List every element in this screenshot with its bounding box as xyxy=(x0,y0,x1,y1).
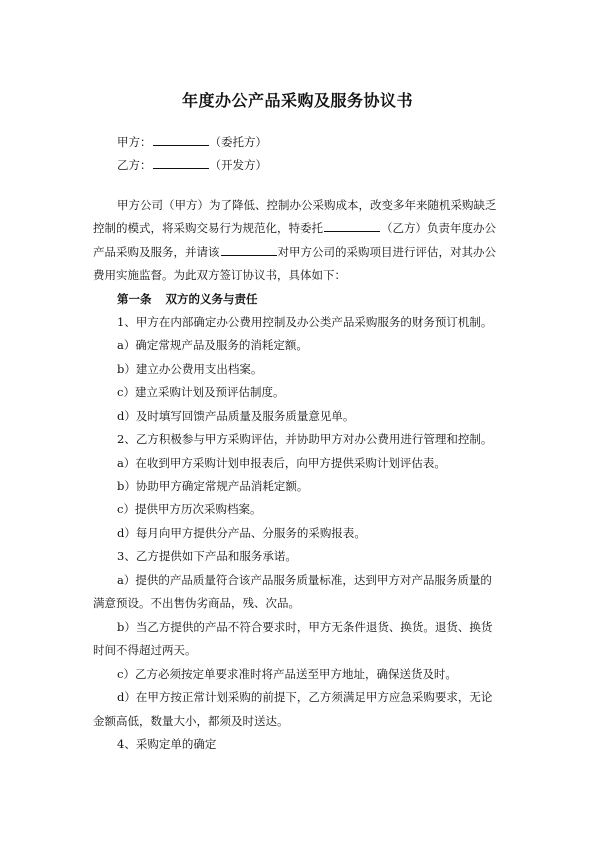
clause-2a: a）在收到甲方采购计划申报表后，向甲方提供采购计划评估表。 xyxy=(117,456,446,470)
intro-line-2 xyxy=(93,221,496,235)
intro-line-3 xyxy=(93,245,496,259)
party-b-role: （开发方） xyxy=(209,158,267,172)
document-title: 年度办公产品采购及服务协议书 xyxy=(181,91,413,110)
party-a-role: （委托方） xyxy=(209,135,267,149)
clause-3a-line-1: a）提供的产品质量符合该产品服务质量标准，达到甲方对产品服务质量的 xyxy=(117,573,492,587)
intro-line-4: 费用实施监督。为此双方签订协议书，具体如下： xyxy=(93,268,346,282)
party-a-line xyxy=(117,135,267,149)
clause-3a-line-2: 满意预设。不出售伪劣商品，残、次品。 xyxy=(93,596,300,610)
party-b-label: 乙方： xyxy=(117,158,152,172)
clause-3c: c）乙方必须按定单要求准时将产品送至甲方地址，确保送货及时。 xyxy=(117,667,457,681)
clause-3b-line-2: 时间不得超过两天。 xyxy=(93,643,197,657)
intro-line-3-b: 对甲方公司的采购项目进行评估，对其办公 xyxy=(277,245,496,259)
clause-1a: a）确定常规产品及服务的消耗定额。 xyxy=(117,338,308,352)
party-b-line xyxy=(117,158,267,172)
clause-4: 4、采购定单的确定 xyxy=(117,737,217,751)
article-1-title: 双方的义务与责任 xyxy=(165,292,258,306)
clause-3d-line-2: 金额高低，数量大小，都须及时送达。 xyxy=(93,714,289,728)
clause-2d: d）每月向甲方提供分产品、分服务的采购报表。 xyxy=(117,526,366,540)
party-b-blank xyxy=(153,158,209,169)
clause-3: 3、乙方提供如下产品和服务承诺。 xyxy=(117,549,297,563)
clause-1: 1、甲方在内部确定办公费用控制及办公类产品采购服务的财务预订机制。 xyxy=(117,315,493,329)
clause-2b: b）协助甲方确定常规产品消耗定额。 xyxy=(117,479,309,493)
clause-3d-line-1: d）在甲方按正常计划采购的前提下，乙方须满足甲方应急采购要求，无论 xyxy=(117,690,493,704)
intro-blank-1 xyxy=(324,221,380,232)
article-1-heading xyxy=(117,292,258,306)
intro-line-1: 甲方公司（甲方）为了降低、控制办公采购成本，改变多年来随机采购缺乏 xyxy=(117,198,497,212)
clause-2: 2、乙方积极参与甲方采购评估，并协助甲方对办公费用进行管理和控制。 xyxy=(117,432,493,446)
intro-line-2-b: （乙方）负责年度办公 xyxy=(381,221,496,235)
intro-line-3-a: 产品采购及服务，并请该 xyxy=(93,245,220,259)
article-1-number: 第一条 xyxy=(117,292,152,306)
intro-line-2-a: 控制的模式，将采购交易行为规范化，特委托 xyxy=(93,221,323,235)
party-a-blank xyxy=(153,135,209,146)
clause-1b: b）建立办公费用支出档案。 xyxy=(117,362,263,376)
clause-1d: d）及时填写回馈产品质量及服务质量意见单。 xyxy=(117,409,355,423)
intro-blank-2 xyxy=(221,245,277,256)
party-a-label: 甲方： xyxy=(117,135,152,149)
clause-2c: c）提供甲方历次采购档案。 xyxy=(117,502,262,516)
clause-3b-line-1: b）当乙方提供的产品不符合要求时，甲方无条件退货、换货。退货、换货 xyxy=(117,620,493,634)
clause-1c: c）建立采购计划及预评估制度。 xyxy=(117,385,285,399)
